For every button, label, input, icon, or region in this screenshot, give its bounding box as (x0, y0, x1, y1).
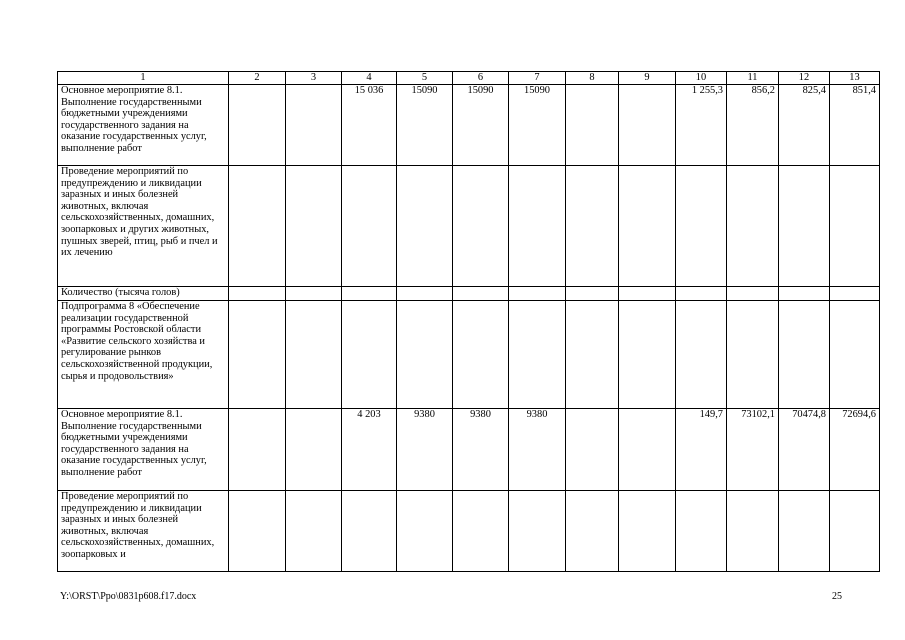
cell (286, 85, 342, 166)
cell: 149,7 (676, 409, 727, 491)
cell: 9380 (397, 409, 453, 491)
col-header: 9 (619, 72, 676, 85)
cell (453, 166, 509, 287)
cell (779, 301, 830, 409)
cell (619, 409, 676, 491)
cell: 9380 (453, 409, 509, 491)
row-label: Основное мероприятие 8.1. Выполнение государственными бюджетными учреждениями государственного задания на оказание государственных услуг, выполнение работ (58, 409, 229, 491)
cell (509, 166, 566, 287)
col-header: 6 (453, 72, 509, 85)
cell (830, 166, 880, 287)
cell (229, 301, 286, 409)
cell: 851,4 (830, 85, 880, 166)
cell (676, 301, 727, 409)
row-label: Проведение мероприятий по предупреждению и ликвидации заразных и иных болезней животных, включая сельскохозяйственных, домашних, зоопарковых и других животных, пушных зверей, птиц, рыб и пчел и их лечению (58, 166, 229, 287)
cell: 70474,8 (779, 409, 830, 491)
cell (830, 287, 880, 301)
cell (342, 491, 397, 572)
cell (676, 166, 727, 287)
header-row (58, 72, 880, 85)
cell: 4 203 (342, 409, 397, 491)
cell: 72694,6 (830, 409, 880, 491)
cell: 856,2 (727, 85, 779, 166)
cell (566, 166, 619, 287)
cell: 73102,1 (727, 409, 779, 491)
col-header: 2 (229, 72, 286, 85)
cell: 15 036 (342, 85, 397, 166)
cell: 15090 (397, 85, 453, 166)
cell: 1 255,3 (676, 85, 727, 166)
cell (509, 491, 566, 572)
col-header: 13 (830, 72, 880, 85)
cell (566, 409, 619, 491)
cell (566, 301, 619, 409)
col-header: 10 (676, 72, 727, 85)
cell: 15090 (453, 85, 509, 166)
row-label: Количество (тысяча голов) (58, 287, 229, 301)
cell (286, 491, 342, 572)
cell (397, 287, 453, 301)
col-header: 5 (397, 72, 453, 85)
page-number: 25 (832, 591, 842, 602)
col-header: 4 (342, 72, 397, 85)
cell: 9380 (509, 409, 566, 491)
cell (830, 301, 880, 409)
cell: 15090 (509, 85, 566, 166)
cell (619, 287, 676, 301)
cell (566, 491, 619, 572)
col-header: 1 (58, 72, 229, 85)
cell (286, 166, 342, 287)
table-row (58, 166, 880, 287)
cell (830, 491, 880, 572)
col-header: 11 (727, 72, 779, 85)
cell (342, 301, 397, 409)
cell (342, 166, 397, 287)
cell (229, 166, 286, 287)
cell (727, 491, 779, 572)
cell (229, 491, 286, 572)
cell (453, 491, 509, 572)
cell (397, 166, 453, 287)
cell (397, 491, 453, 572)
cell (779, 491, 830, 572)
table-row (58, 409, 880, 491)
col-header: 8 (566, 72, 619, 85)
cell (566, 85, 619, 166)
row-label: Проведение мероприятий по предупреждению и ликвидации заразных и иных болезней животных, включая сельскохозяйственных, домашних, зоопарковых и (58, 491, 229, 572)
cell (453, 287, 509, 301)
table-row (58, 287, 880, 301)
row-label: Основное мероприятие 8.1. Выполнение государственными бюджетными учреждениями государственного задания на оказание государственных услуг, выполнение работ (58, 85, 229, 166)
cell (566, 287, 619, 301)
col-header: 3 (286, 72, 342, 85)
cell (286, 301, 342, 409)
cell (342, 287, 397, 301)
cell (286, 409, 342, 491)
cell (286, 287, 342, 301)
table-row (58, 301, 880, 409)
cell (779, 287, 830, 301)
cell (727, 287, 779, 301)
cell (779, 166, 830, 287)
cell (453, 301, 509, 409)
cell (509, 287, 566, 301)
row-label: Подпрограмма 8 «Обеспечение реализации государственной программы Ростовской области «Развитие сельского хозяйства и регулирование рынков сельскохозяйственной продукции, сырья и продовольствия» (58, 301, 229, 409)
table-row (58, 491, 880, 572)
col-header: 7 (509, 72, 566, 85)
cell (727, 166, 779, 287)
cell (229, 85, 286, 166)
cell (619, 491, 676, 572)
cell (229, 287, 286, 301)
cell (229, 409, 286, 491)
cell (676, 491, 727, 572)
col-header: 12 (779, 72, 830, 85)
cell (676, 287, 727, 301)
footer-file-path: Y:\ORST\Ppo\0831p608.f17.docx (60, 591, 197, 602)
cell (509, 301, 566, 409)
cell: 825,4 (779, 85, 830, 166)
cell (619, 166, 676, 287)
cell (619, 301, 676, 409)
cell (727, 301, 779, 409)
cell (397, 301, 453, 409)
data-table (57, 71, 880, 572)
cell (619, 85, 676, 166)
table-row (58, 85, 880, 166)
